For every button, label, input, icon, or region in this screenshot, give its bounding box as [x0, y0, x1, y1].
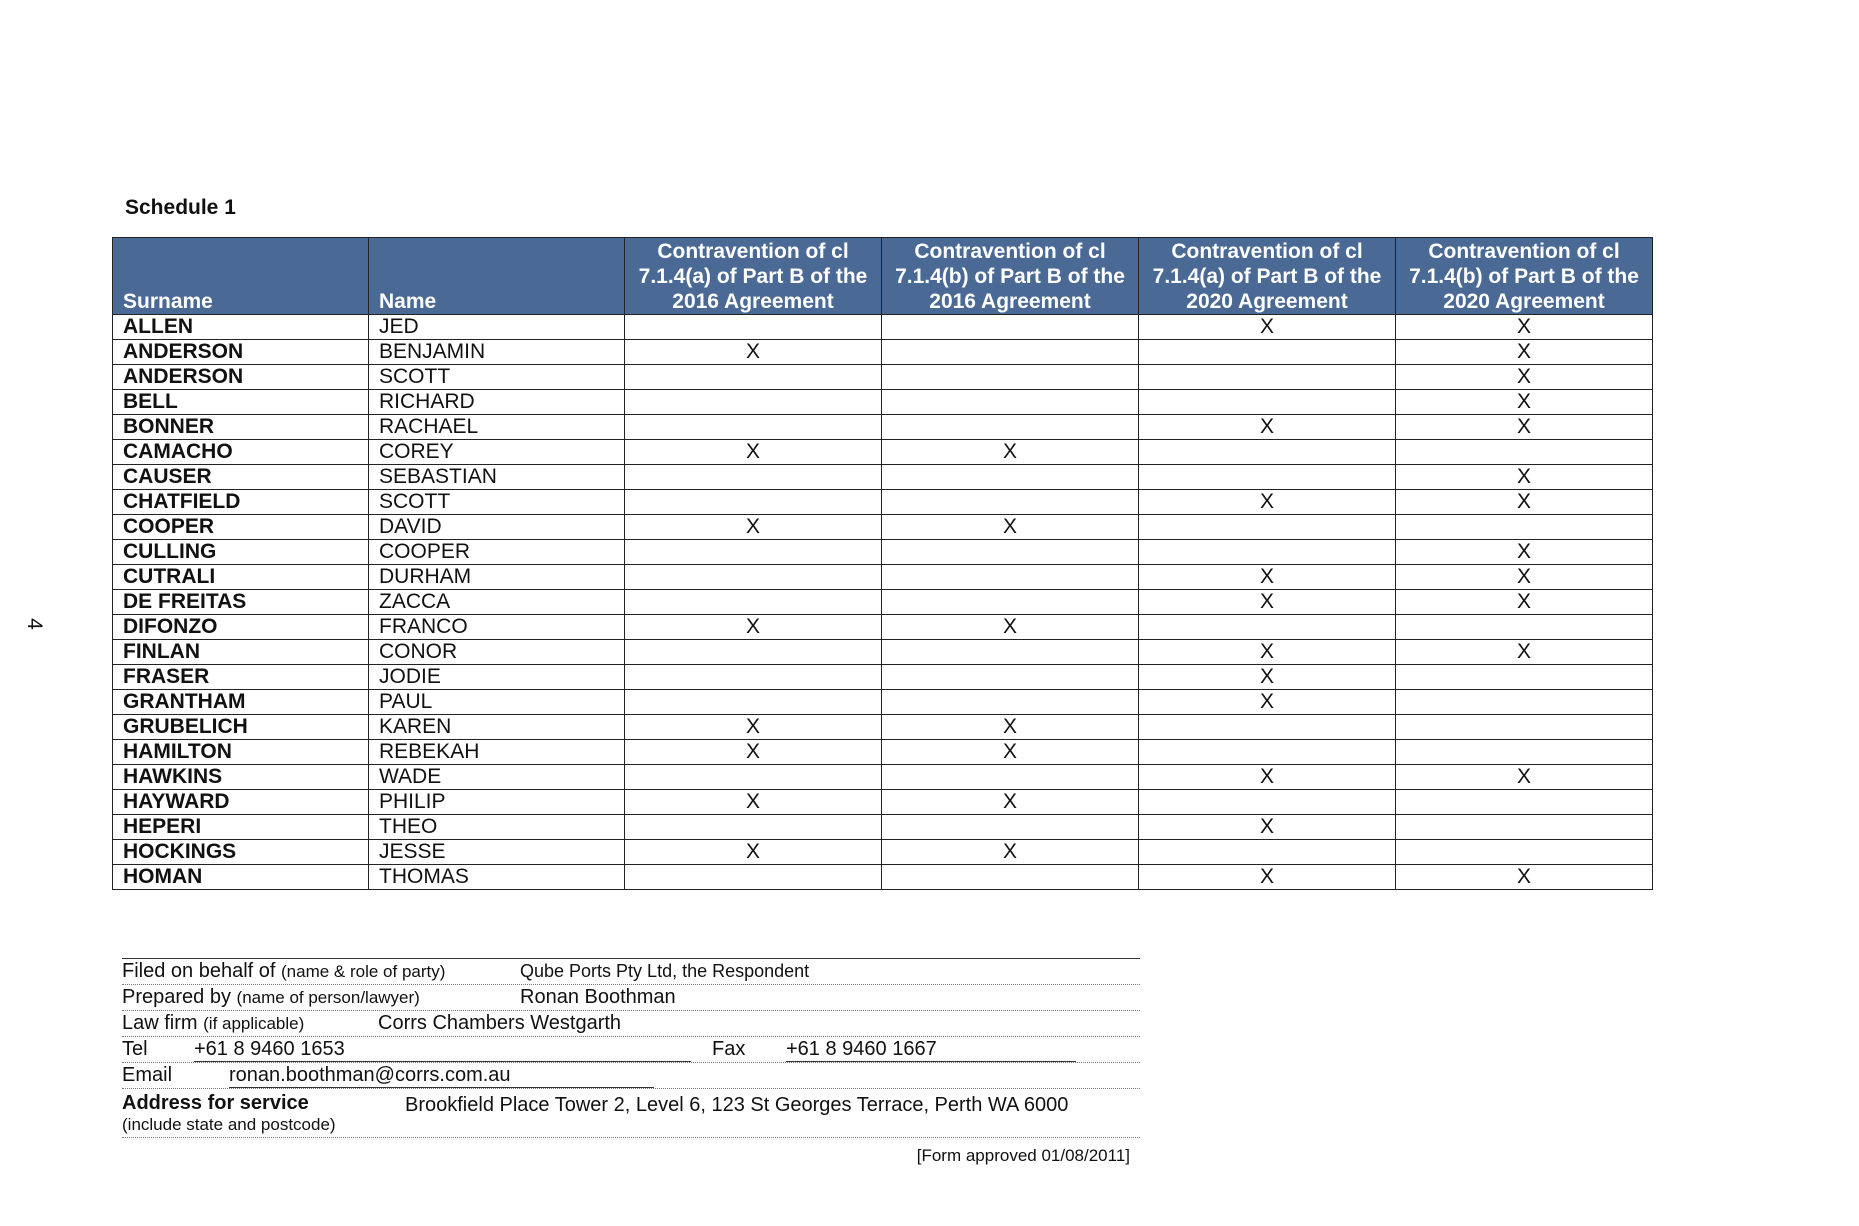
given-name-cell: DAVID — [369, 515, 625, 540]
surname-cell: ALLEN — [113, 315, 369, 340]
table-row — [113, 490, 1653, 515]
fax-value: +61 8 9460 1667 — [786, 1037, 1076, 1062]
surname-cell: CULLING — [113, 540, 369, 565]
address-row — [122, 1089, 1140, 1138]
given-name-cell: REBEKAH — [369, 740, 625, 765]
header-2016-clause-b: Contravention of cl 7.1.4(b) of Part B of the 2016 Agreement — [882, 238, 1139, 315]
header-2020-clause-b: Contravention of cl 7.1.4(b) of Part B of the 2020 Agreement — [1396, 238, 1653, 315]
mark-2016-a-cell — [625, 315, 882, 340]
mark-2016-b-cell — [882, 590, 1139, 615]
mark-2020-b-cell — [1396, 715, 1653, 740]
tel-value: +61 8 9460 1653 — [194, 1037, 691, 1062]
mark-2020-a-cell: X — [1139, 590, 1396, 615]
table-row — [113, 865, 1653, 890]
mark-2020-a-cell — [1139, 840, 1396, 865]
law-firm-row — [122, 1011, 1140, 1037]
mark-2016-b-cell — [882, 815, 1139, 840]
mark-2020-b-cell — [1396, 615, 1653, 640]
mark-2016-a-cell — [625, 640, 882, 665]
mark-2016-b-cell — [882, 690, 1139, 715]
surname-cell: COOPER — [113, 515, 369, 540]
email-row — [122, 1063, 1140, 1089]
mark-2020-a-cell: X — [1139, 665, 1396, 690]
mark-2016-b-cell — [882, 490, 1139, 515]
mark-2016-b-cell: X — [882, 740, 1139, 765]
mark-2016-a-cell: X — [625, 515, 882, 540]
given-name-cell: THOMAS — [369, 865, 625, 890]
surname-cell: HOCKINGS — [113, 840, 369, 865]
mark-2020-a-cell: X — [1139, 690, 1396, 715]
mark-2016-a-cell — [625, 590, 882, 615]
mark-2020-a-cell: X — [1139, 565, 1396, 590]
filed-label-text: Filed on behalf of — [122, 960, 276, 982]
mark-2016-b-cell — [882, 365, 1139, 390]
given-name-cell: RICHARD — [369, 390, 625, 415]
mark-2016-b-cell: X — [882, 440, 1139, 465]
mark-2016-b-cell: X — [882, 615, 1139, 640]
given-name-cell: PAUL — [369, 690, 625, 715]
mark-2020-a-cell — [1139, 615, 1396, 640]
mark-2020-a-cell — [1139, 340, 1396, 365]
mark-2020-b-cell: X — [1396, 765, 1653, 790]
mark-2016-a-cell: X — [625, 715, 882, 740]
surname-cell: GRANTHAM — [113, 690, 369, 715]
mark-2016-b-cell — [882, 390, 1139, 415]
mark-2020-a-cell — [1139, 515, 1396, 540]
mark-2020-b-cell: X — [1396, 490, 1653, 515]
given-name-cell: CONOR — [369, 640, 625, 665]
mark-2020-a-cell — [1139, 365, 1396, 390]
mark-2020-a-cell — [1139, 740, 1396, 765]
surname-cell: HAMILTON — [113, 740, 369, 765]
given-name-cell: THEO — [369, 815, 625, 840]
table-row — [113, 565, 1653, 590]
mark-2016-a-cell — [625, 390, 882, 415]
mark-2016-a-cell — [625, 690, 882, 715]
mark-2016-a-cell: X — [625, 740, 882, 765]
mark-2016-a-cell — [625, 815, 882, 840]
mark-2020-a-cell: X — [1139, 490, 1396, 515]
surname-cell: BONNER — [113, 415, 369, 440]
given-name-cell: FRANCO — [369, 615, 625, 640]
mark-2020-b-cell — [1396, 840, 1653, 865]
mark-2020-a-cell: X — [1139, 640, 1396, 665]
table-row — [113, 715, 1653, 740]
table-row — [113, 665, 1653, 690]
mark-2020-b-cell: X — [1396, 365, 1653, 390]
table-row — [113, 365, 1653, 390]
mark-2016-b-cell — [882, 340, 1139, 365]
surname-cell: CUTRALI — [113, 565, 369, 590]
given-name-cell: JESSE — [369, 840, 625, 865]
email-value: ronan.boothman@corrs.com.au — [229, 1063, 654, 1088]
surname-cell: HOMAN — [113, 865, 369, 890]
surname-cell: ANDERSON — [113, 340, 369, 365]
header-2020-clause-a: Contravention of cl 7.1.4(a) of Part B of the 2020 Agreement — [1139, 238, 1396, 315]
mark-2016-a-cell: X — [625, 790, 882, 815]
address-hint: (include state and postcode) — [122, 1115, 336, 1134]
mark-2020-a-cell: X — [1139, 865, 1396, 890]
schedule-title: Schedule 1 — [125, 196, 236, 219]
mark-2020-b-cell — [1396, 740, 1653, 765]
surname-cell: DIFONZO — [113, 615, 369, 640]
given-name-cell: JODIE — [369, 665, 625, 690]
table-row — [113, 690, 1653, 715]
table-row — [113, 815, 1653, 840]
mark-2020-a-cell — [1139, 465, 1396, 490]
surname-cell: DE FREITAS — [113, 590, 369, 615]
tel-label: Tel — [122, 1038, 148, 1060]
surname-cell: FINLAN — [113, 640, 369, 665]
mark-2016-b-cell — [882, 765, 1139, 790]
mark-2020-b-cell — [1396, 665, 1653, 690]
email-label: Email — [122, 1064, 173, 1086]
mark-2020-b-cell — [1396, 440, 1653, 465]
mark-2016-b-cell — [882, 865, 1139, 890]
given-name-cell: ZACCA — [369, 590, 625, 615]
table-row — [113, 615, 1653, 640]
mark-2016-b-cell — [882, 465, 1139, 490]
mark-2020-a-cell — [1139, 790, 1396, 815]
surname-cell: CAUSER — [113, 465, 369, 490]
mark-2020-b-cell — [1396, 515, 1653, 540]
mark-2016-a-cell: X — [625, 440, 882, 465]
filed-hint: (name & role of party) — [281, 962, 446, 981]
given-name-cell: SCOTT — [369, 365, 625, 390]
table-row — [113, 440, 1653, 465]
tel-fax-row — [122, 1037, 1140, 1063]
mark-2016-a-cell — [625, 565, 882, 590]
mark-2020-b-cell: X — [1396, 340, 1653, 365]
table-row — [113, 390, 1653, 415]
given-name-cell: COREY — [369, 440, 625, 465]
given-name-cell: KAREN — [369, 715, 625, 740]
mark-2020-a-cell: X — [1139, 815, 1396, 840]
header-2016-clause-a: Contravention of cl 7.1.4(a) of Part B of the 2016 Agreement — [625, 238, 882, 315]
surname-cell: HEPERI — [113, 815, 369, 840]
mark-2016-b-cell — [882, 540, 1139, 565]
surname-cell: CAMACHO — [113, 440, 369, 465]
mark-2020-b-cell: X — [1396, 415, 1653, 440]
table-row — [113, 640, 1653, 665]
prepared-label-text: Prepared by — [122, 986, 231, 1008]
address-label: Address for service — [122, 1092, 309, 1114]
table-row — [113, 465, 1653, 490]
table-row — [113, 340, 1653, 365]
surname-cell: BELL — [113, 390, 369, 415]
table-row — [113, 840, 1653, 865]
mark-2016-b-cell: X — [882, 790, 1139, 815]
given-name-cell: SCOTT — [369, 490, 625, 515]
mark-2016-a-cell: X — [625, 840, 882, 865]
surname-cell: CHATFIELD — [113, 490, 369, 515]
given-name-cell: BENJAMIN — [369, 340, 625, 365]
prepared-by-row — [122, 985, 1140, 1011]
lawfirm-label — [122, 1011, 304, 1036]
given-name-cell: COOPER — [369, 540, 625, 565]
mark-2016-b-cell — [882, 565, 1139, 590]
given-name-cell: DURHAM — [369, 565, 625, 590]
mark-2020-b-cell: X — [1396, 565, 1653, 590]
mark-2020-b-cell — [1396, 690, 1653, 715]
table-row — [113, 740, 1653, 765]
surname-cell: GRUBELICH — [113, 715, 369, 740]
surname-cell: ANDERSON — [113, 365, 369, 390]
mark-2020-a-cell — [1139, 440, 1396, 465]
mark-2020-b-cell — [1396, 790, 1653, 815]
mark-2020-b-cell: X — [1396, 640, 1653, 665]
mark-2020-b-cell: X — [1396, 465, 1653, 490]
table-header-row — [113, 238, 1653, 315]
surname-cell: HAWKINS — [113, 765, 369, 790]
prepared-hint: (name of person/lawyer) — [236, 988, 420, 1007]
form-approved-note: [Form approved 01/08/2011] — [916, 1146, 1130, 1165]
table-body — [113, 315, 1653, 890]
mark-2016-a-cell — [625, 490, 882, 515]
form-approved-row — [122, 1138, 1140, 1168]
mark-2016-a-cell: X — [625, 615, 882, 640]
mark-2016-a-cell — [625, 540, 882, 565]
given-name-cell: SEBASTIAN — [369, 465, 625, 490]
mark-2020-a-cell: X — [1139, 315, 1396, 340]
prepared-value: Ronan Boothman — [520, 986, 676, 1008]
surname-cell: HAYWARD — [113, 790, 369, 815]
filing-footer — [122, 958, 1140, 1168]
lawfirm-hint: (if applicable) — [203, 1014, 305, 1033]
lawfirm-label-text: Law firm — [122, 1012, 198, 1034]
prepared-label — [122, 985, 420, 1010]
mark-2020-b-cell: X — [1396, 590, 1653, 615]
given-name-cell: RACHAEL — [369, 415, 625, 440]
mark-2016-b-cell — [882, 665, 1139, 690]
surname-cell: FRASER — [113, 665, 369, 690]
mark-2016-b-cell: X — [882, 515, 1139, 540]
mark-2020-a-cell: X — [1139, 415, 1396, 440]
mark-2020-a-cell — [1139, 540, 1396, 565]
mark-2016-a-cell — [625, 865, 882, 890]
mark-2016-a-cell — [625, 765, 882, 790]
mark-2016-b-cell — [882, 315, 1139, 340]
lawfirm-value: Corrs Chambers Westgarth — [378, 1012, 622, 1034]
table-row — [113, 415, 1653, 440]
mark-2020-b-cell: X — [1396, 315, 1653, 340]
table-row — [113, 590, 1653, 615]
given-name-cell: PHILIP — [369, 790, 625, 815]
mark-2020-a-cell — [1139, 715, 1396, 740]
mark-2016-a-cell: X — [625, 340, 882, 365]
mark-2020-b-cell: X — [1396, 865, 1653, 890]
mark-2020-a-cell: X — [1139, 765, 1396, 790]
header-surname: Surname — [113, 238, 369, 315]
fax-label: Fax — [712, 1038, 746, 1060]
mark-2016-a-cell — [625, 465, 882, 490]
mark-2016-b-cell — [882, 640, 1139, 665]
mark-2016-a-cell — [625, 665, 882, 690]
mark-2016-a-cell — [625, 365, 882, 390]
mark-2016-a-cell — [625, 415, 882, 440]
mark-2020-a-cell — [1139, 390, 1396, 415]
filed-value: Qube Ports Pty Ltd, the Respondent — [520, 961, 810, 981]
table-row — [113, 765, 1653, 790]
mark-2016-b-cell: X — [882, 840, 1139, 865]
contravention-schedule-table — [112, 237, 1653, 890]
table-row — [113, 790, 1653, 815]
header-name: Name — [369, 238, 625, 315]
table-row — [113, 315, 1653, 340]
mark-2020-b-cell — [1396, 815, 1653, 840]
given-name-cell: WADE — [369, 765, 625, 790]
page-number: 4 — [22, 618, 46, 630]
filed-on-behalf-row — [122, 959, 1140, 985]
table-row — [113, 540, 1653, 565]
filed-label — [122, 959, 445, 984]
given-name-cell: JED — [369, 315, 625, 340]
mark-2016-b-cell — [882, 415, 1139, 440]
mark-2020-b-cell: X — [1396, 390, 1653, 415]
address-value: Brookfield Place Tower 2, Level 6, 123 St Georges Terrace, Perth WA 6000 — [405, 1094, 1069, 1116]
mark-2016-b-cell: X — [882, 715, 1139, 740]
table-row — [113, 515, 1653, 540]
mark-2020-b-cell: X — [1396, 540, 1653, 565]
